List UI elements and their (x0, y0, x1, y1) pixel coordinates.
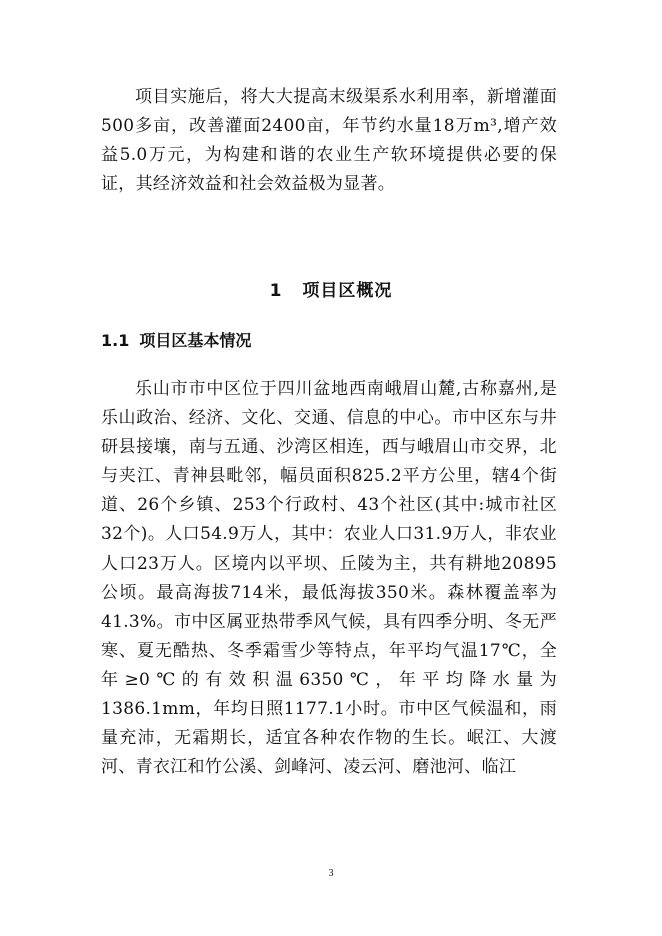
chapter-heading (0, 276, 662, 301)
body-paragraph: 乐山市市中区位于四川盆地西南峨眉山麓,古称嘉州,是乐山政治、经济、文化、交通、信息的中心。市中区东与井研县接壤，南与五通、沙湾区相连，西与峨眉山市交界，北与夹江、青神县毗邻，幅员面积825.2平方公里，辖4个街道、26个乡镇、253个行政村、43个社区(其中:城市社区32个)。人口54.9万人，其中：农业人口31.9万人，非农业人口23万人。区境内以平坝、丘陵为主，共有耕地20895公顷。最高海拔714米，最低海拔350米。森林覆盖率为41.3%。市中区属亚热带季风气候，具有四季分明、冬无严寒、夏无酷热、冬季霜雪少等特点，年平均气温17℃，全年≥0℃的有效积温6350℃，年平均降水量为1386.1mm，年均日照1177.1小时。市中区气候温和，雨量充沛，无霜期长，适宜各种农作物的生长。岷江、大渡河、青衣江和竹公溪、剑峰河、凌云河、磨池河、临江 (101, 379, 557, 778)
intro-paragraph: 项目实施后，将大大提高末级渠系水利用率，新增灌面500多亩，改善灌面2400亩，年节约水量18万m³,增产效益5.0万元，为构建和谐的农业生产软环境提供必要的保证，其经济效益和社会效益极为显著。 (101, 87, 557, 194)
section-number: 1.1 (101, 331, 130, 350)
chapter-title: 项目区概况 (302, 281, 393, 301)
chapter-number: 1 (269, 281, 283, 301)
section-heading (101, 328, 251, 351)
page-number: 3 (328, 868, 334, 879)
section-title: 项目区基本情况 (139, 331, 252, 350)
